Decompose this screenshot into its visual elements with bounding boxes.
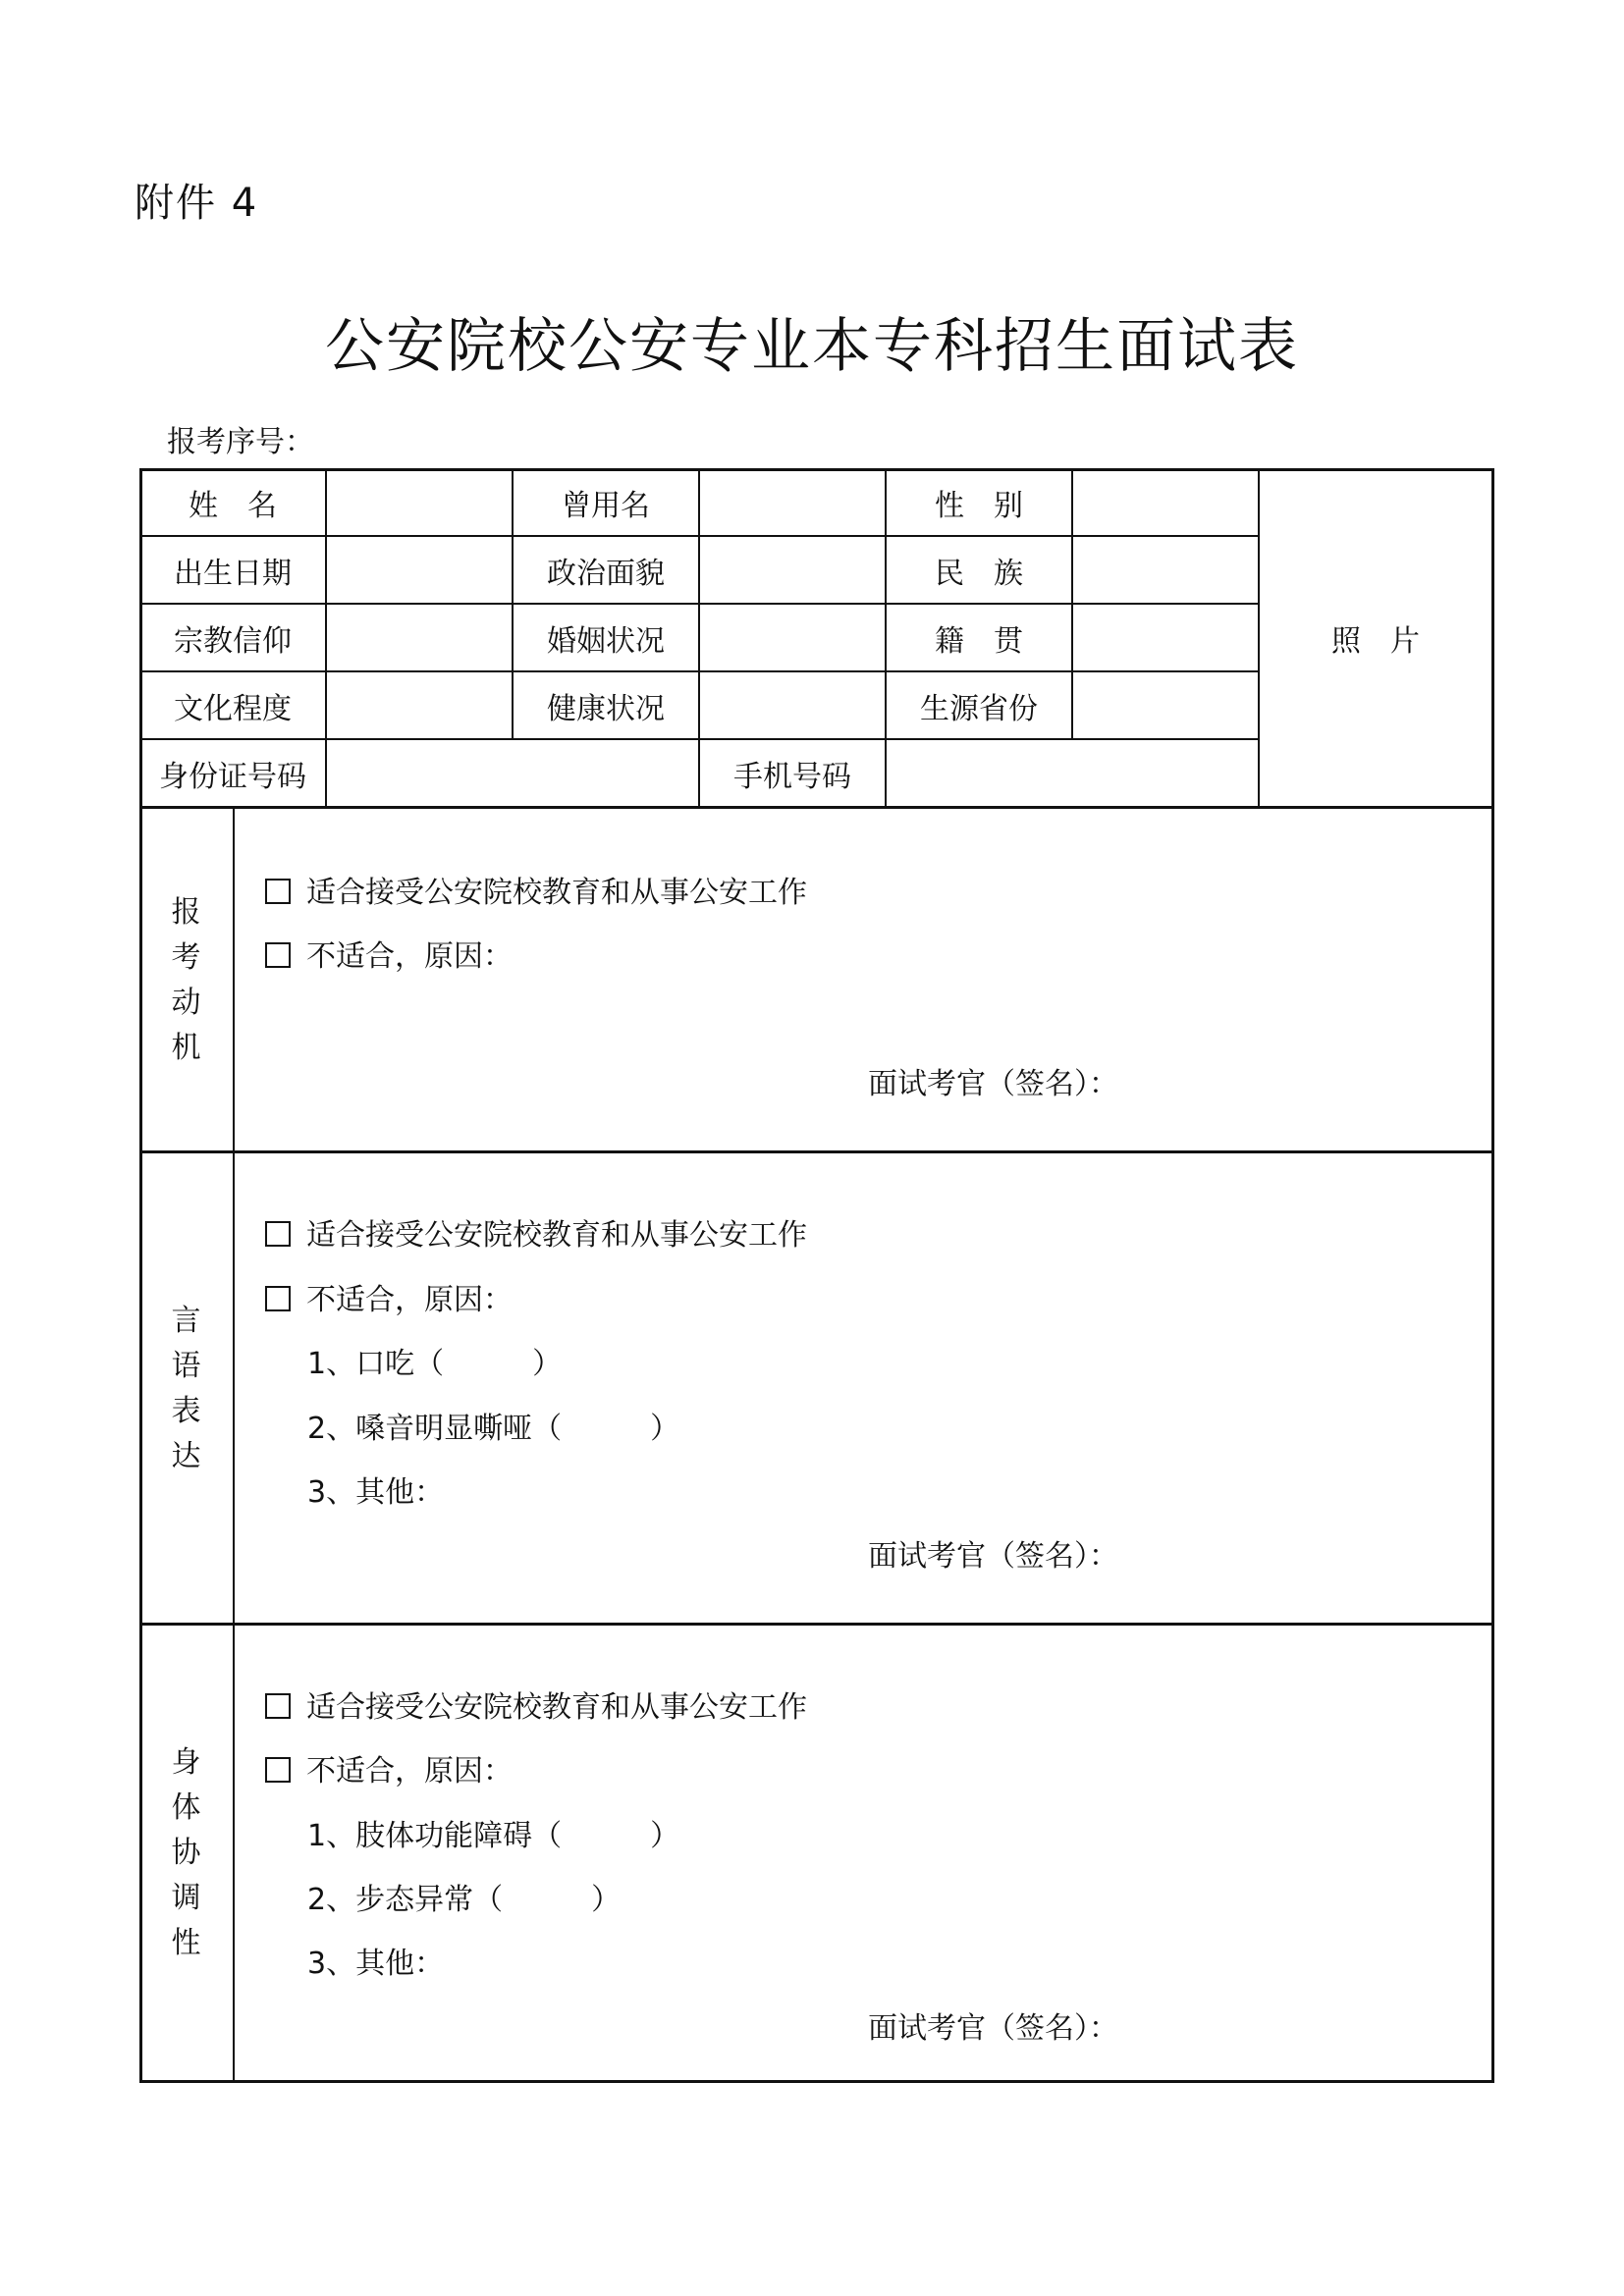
option-label: 不适合，原因： — [306, 1283, 513, 1317]
reason-item: 1、口吃（ ） — [307, 1347, 563, 1381]
label-id-number: 身份证号码 — [159, 759, 306, 794]
field-name[interactable] — [327, 468, 512, 536]
section-label-coordination — [139, 1626, 233, 2081]
field-education[interactable] — [327, 671, 512, 739]
label-birth-date: 出生日期 — [174, 556, 292, 591]
field-phone[interactable] — [887, 739, 1258, 807]
label-former-name: 曾用名 — [562, 488, 650, 523]
table-border-bottom — [139, 2080, 1494, 2083]
label-ethnicity: 民 族 — [935, 556, 1023, 591]
label-phone: 手机号码 — [733, 759, 851, 794]
label-char: 考 — [171, 939, 201, 975]
field-ethnicity[interactable] — [1073, 536, 1258, 604]
option-label: 适合接受公安院校教育和从事公安工作 — [306, 1218, 807, 1253]
section-divider — [139, 1150, 1494, 1153]
label-marital-status: 婚姻状况 — [547, 623, 665, 659]
checkbox-icon[interactable] — [265, 942, 291, 968]
field-gender[interactable] — [1073, 468, 1258, 536]
photo-placeholder: 照 片 — [1331, 623, 1420, 659]
attachment-label: 附件 4 — [135, 181, 259, 226]
reason-item: 2、步态异常（ ） — [307, 1883, 622, 1917]
section-divider — [139, 1623, 1494, 1626]
section-label-motivation — [139, 809, 233, 1151]
label-char: 动 — [171, 985, 201, 1020]
label-education: 文化程度 — [174, 691, 292, 726]
examiner-signature-speech: 面试考官（签名）： — [868, 1539, 1118, 1574]
section-label-speech — [139, 1153, 233, 1625]
label-char: 调 — [171, 1881, 201, 1915]
field-former-name[interactable] — [700, 468, 885, 536]
option-suitable-motivation[interactable] — [265, 868, 807, 911]
option-label: 适合接受公安院校教育和从事公安工作 — [306, 1690, 807, 1725]
field-political-status[interactable] — [700, 536, 885, 604]
option-unsuitable-motivation[interactable] — [265, 932, 513, 975]
field-birth-date[interactable] — [327, 536, 512, 604]
field-religion[interactable] — [327, 604, 512, 671]
checkbox-icon[interactable] — [265, 1693, 291, 1719]
examiner-signature-motivation: 面试考官（签名）： — [868, 1067, 1118, 1101]
option-label: 不适合，原因： — [306, 939, 513, 974]
option-label: 不适合，原因： — [306, 1754, 513, 1789]
table-border-right — [1491, 468, 1494, 2083]
label-religion: 宗教信仰 — [174, 623, 292, 659]
label-char: 协 — [171, 1836, 201, 1870]
label-char: 语 — [171, 1349, 201, 1383]
reason-item: 1、肢体功能障碍（ ） — [307, 1819, 680, 1853]
field-source-province[interactable] — [1073, 671, 1258, 739]
label-native-place: 籍 贯 — [935, 623, 1023, 659]
reason-item: 3、其他： — [307, 1475, 445, 1510]
interview-form-table — [139, 468, 1494, 2083]
option-suitable-speech[interactable] — [265, 1210, 807, 1254]
examiner-signature-coordination: 面试考官（签名）： — [868, 2011, 1118, 2046]
label-health-status: 健康状况 — [547, 691, 665, 726]
serial-number-label: 报考序号： — [167, 425, 314, 459]
checkbox-icon[interactable] — [265, 879, 291, 904]
checkbox-icon[interactable] — [265, 1286, 291, 1311]
field-health-status[interactable] — [700, 671, 885, 739]
label-char: 身 — [171, 1745, 201, 1780]
label-gender: 性 别 — [935, 488, 1023, 523]
option-unsuitable-speech[interactable] — [265, 1275, 513, 1318]
option-label: 适合接受公安院校教育和从事公安工作 — [306, 876, 807, 910]
label-political-status: 政治面貌 — [547, 556, 665, 591]
checkbox-icon[interactable] — [265, 1757, 291, 1783]
label-char: 表 — [171, 1394, 201, 1428]
label-char: 机 — [171, 1030, 201, 1065]
field-marital-status[interactable] — [700, 604, 885, 671]
field-id-number[interactable] — [327, 739, 698, 807]
field-native-place[interactable] — [1073, 604, 1258, 671]
label-char: 达 — [171, 1439, 201, 1473]
reason-item: 2、嗓音明显嘶哑（ ） — [307, 1412, 680, 1446]
checkbox-icon[interactable] — [265, 1221, 291, 1247]
reason-item: 3、其他： — [307, 1947, 445, 1981]
option-unsuitable-coordination[interactable] — [265, 1746, 513, 1789]
label-char: 言 — [171, 1304, 201, 1338]
label-name: 姓 名 — [189, 488, 277, 523]
label-char: 报 — [171, 894, 201, 930]
label-source-province: 生源省份 — [920, 691, 1038, 726]
label-char: 性 — [171, 1926, 201, 1960]
label-char: 体 — [171, 1790, 201, 1825]
section-label-divider — [233, 808, 235, 2081]
page-title: 公安院校公安专业本专科招生面试表 — [325, 312, 1299, 381]
option-suitable-coordination[interactable] — [265, 1682, 807, 1726]
